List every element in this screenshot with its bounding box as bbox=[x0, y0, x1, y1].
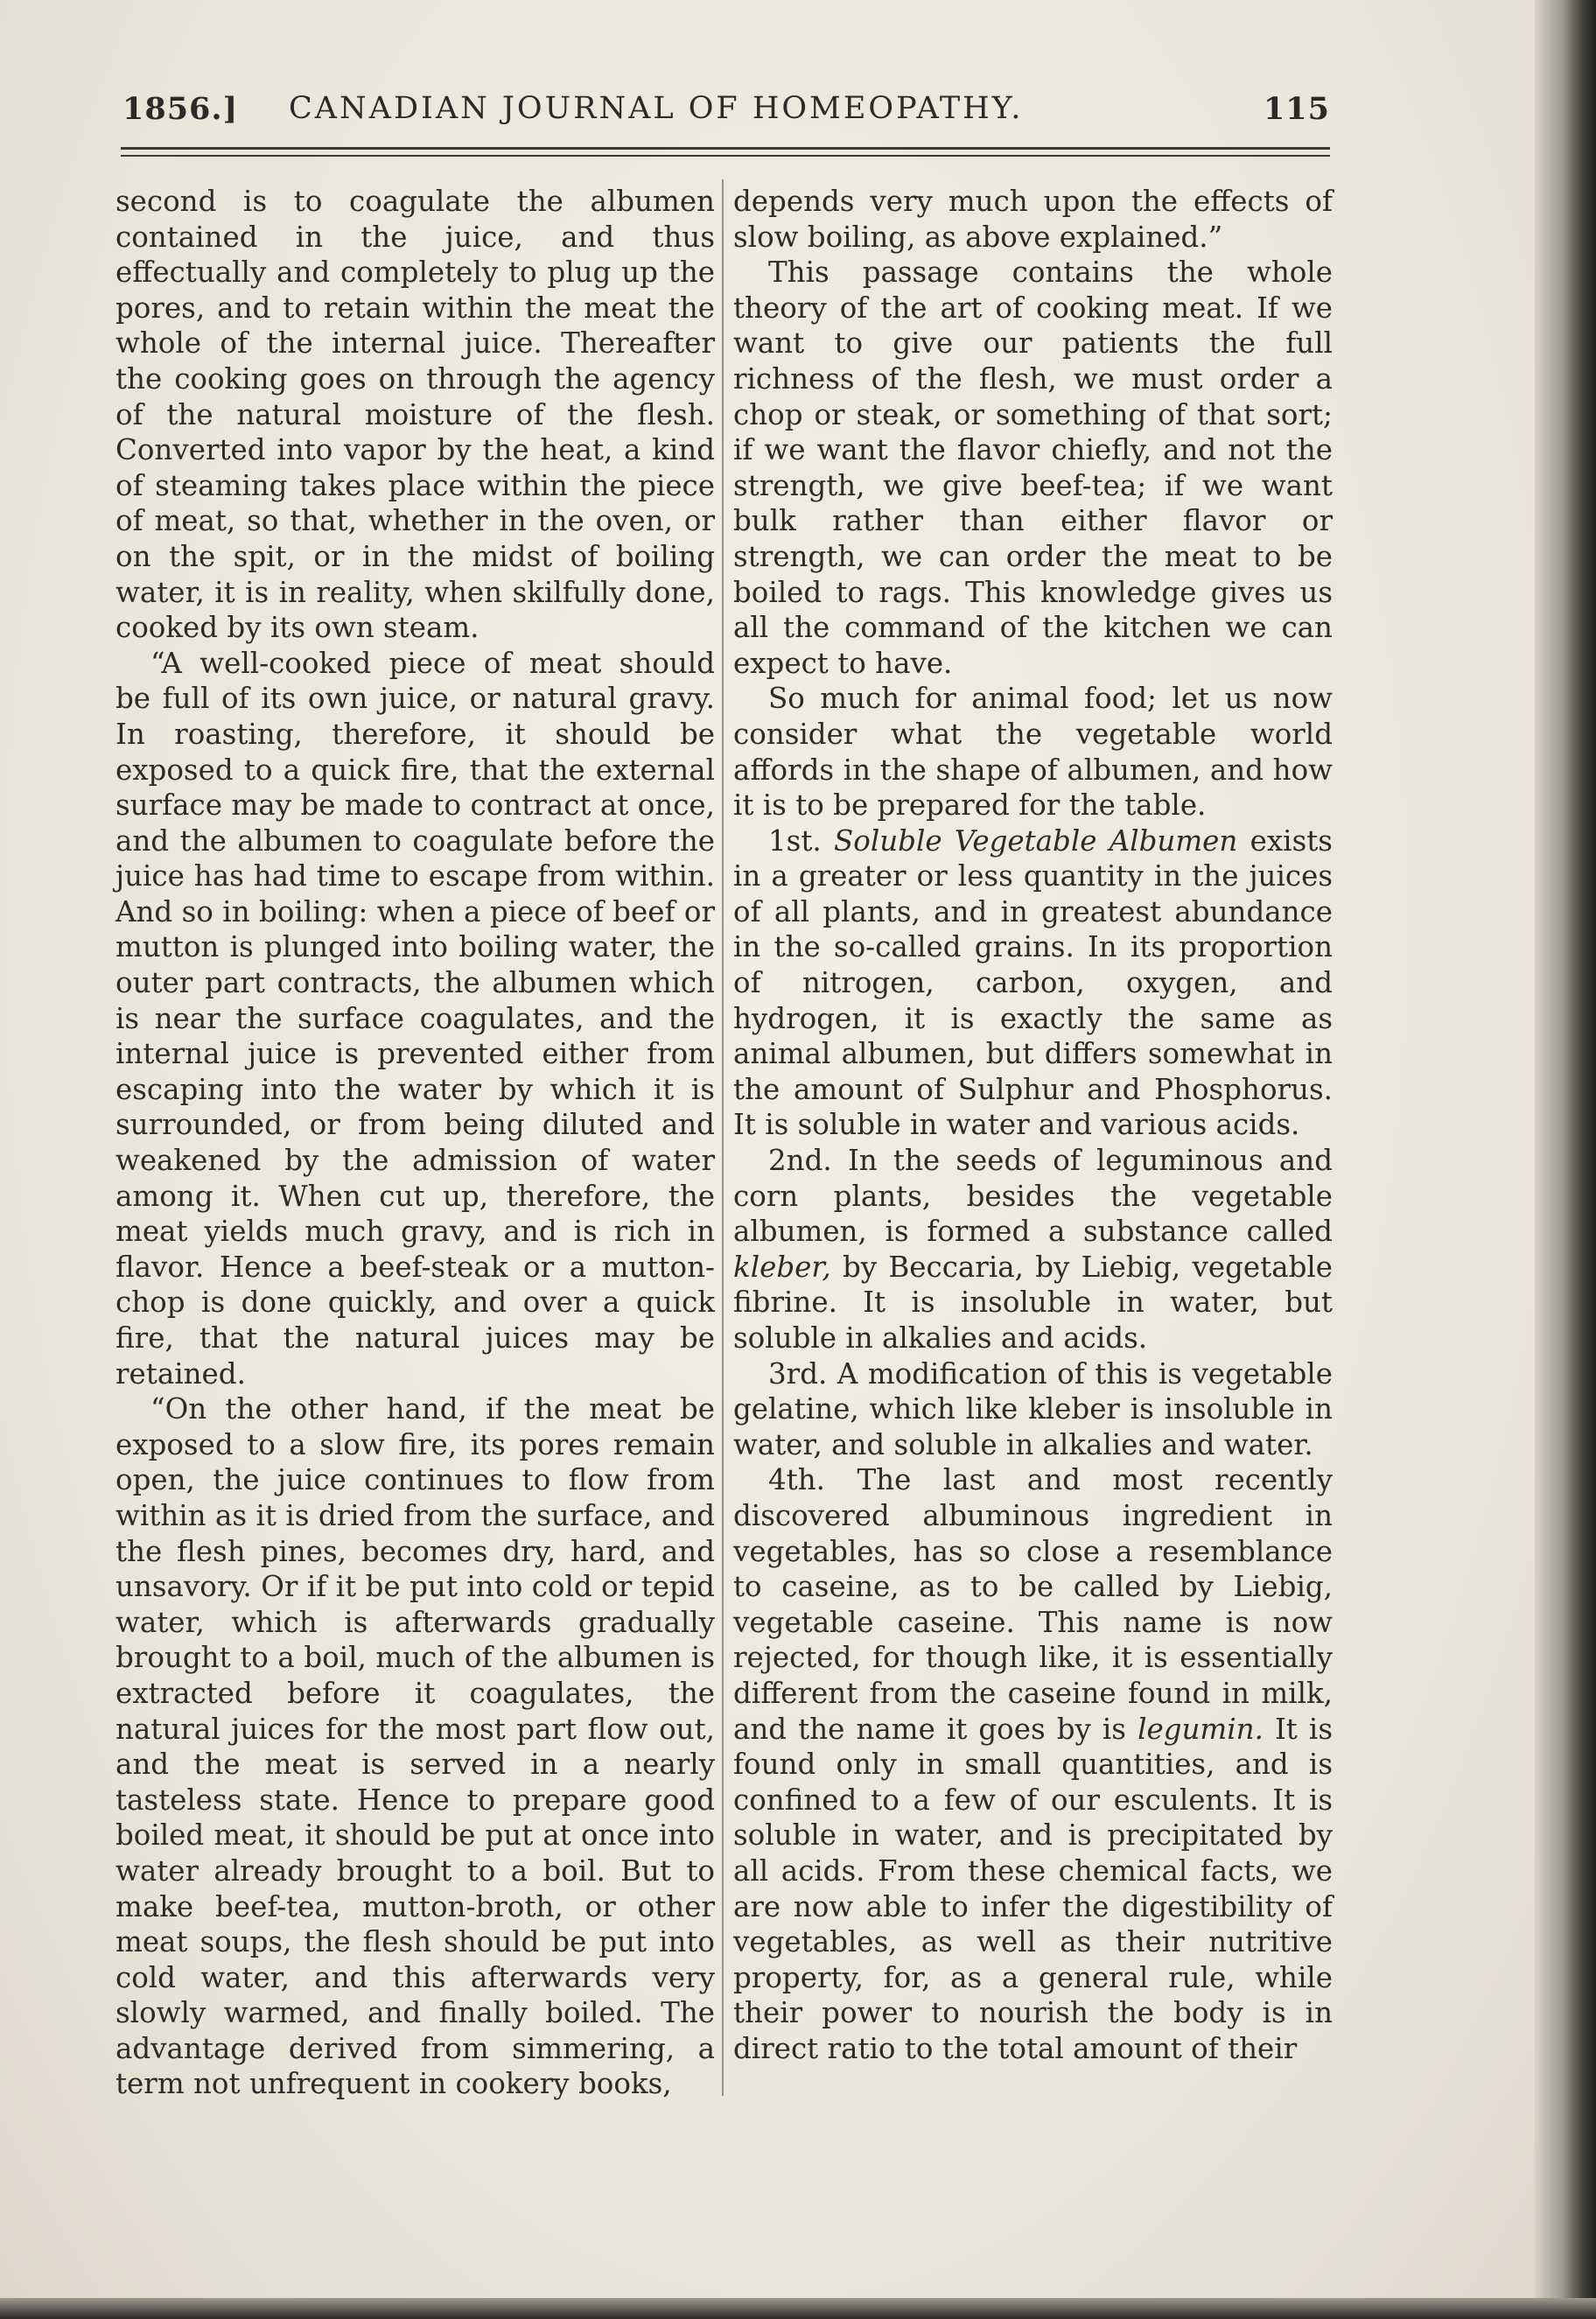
column-divider bbox=[722, 179, 724, 2096]
paragraph-text: 2nd. In the seeds of leguminous and corn plants, besides the vegetable albumen, is formed a substance called bbox=[733, 1144, 1333, 1249]
right-paragraph-7 bbox=[733, 1462, 1333, 2066]
paragraph-text: It is found only in small quantities, and is confined to a few of our esculents. It is soluble in water, and is precipitated by all acids. From these chemical facts, we are now able to infer the digestibility of vegetables, as well as their nutritive property, for, as a general rule, while their power to nourish the body is in direct ratio to the total amount of their bbox=[733, 1712, 1333, 2065]
right-paragraph-6: 3rd. A modification of this is vegetable gelatine, which like kleber is insoluble in water, and soluble in alkalies and water. bbox=[733, 1356, 1333, 1461]
journal-title: CANADIAN JOURNAL OF HOMEOPATHY. bbox=[289, 91, 1024, 126]
right-paragraph-1: depends very much upon the effects of slow boiling, as above explained.” bbox=[733, 185, 1333, 254]
left-paragraph-3: “On the other hand, if the meat be exposed to a slow fire, its pores remain open, the juice continues to flow from within as it is dried from the surface, and the flesh pines, becomes dry, hard, and unsavory. Or if it be put into cold or tepid water, which is afterwards gradually brought to a boil, much of the albumen is extracted before it coagulates, the natural juices for the most part flow out, and the meat is served in a nearly tasteless state. Hence to prepare good boiled meat, it should be put at once into water already brought to a boil. But to make beef-tea, mutton-broth, or other meat soups, the flesh should be put into cold water, and this afterwards very slowly warmed, and finally boiled. The advantage derived from simmering, a term not unfrequent in cookery books, bbox=[116, 1392, 715, 2101]
italic-term: kleber, bbox=[733, 1250, 831, 1284]
paragraph-text: by Beccaria, by Liebig, vegetable fibrine. It is insoluble in water, but soluble in alkalies and acids. bbox=[733, 1250, 1333, 1355]
right-paragraph-2: This passage contains the whole theory of the art of cooking meat. If we want to give our patients the full richness of the flesh, we must order a chop or steak, or something of that sort; if we want the flavor chiefly, and not the strength, we give beef-tea; if we want bulk rather than either flavor or strength, we can order the meat to be boiled to rags. This knowledge gives us all the command of the kitchen we can expect to have. bbox=[733, 256, 1333, 680]
page-number: 115 bbox=[1263, 91, 1330, 127]
left-paragraph-2: “A well-cooked piece of meat should be full of its own juice, or natural gravy. In roasting, therefore, it should be exposed to a quick fire, that the external surface may be made to contract at once, and the albumen to coagulate before the juice has had time to escape from within. And so in boiling: when a piece of beef or mutton is plunged into boiling water, the outer part contracts, the albumen which is near the surface coagulates, and the internal juice is prevented either from escaping into the water by which it is surrounded, or from being diluted and weakened by the admission of water among it. When cut up, therefore, the meat yields much gravy, and is rich in flavor. Hence a beef-steak or a mutton-chop is done quickly, and over a quick fire, that the natural juices may be retained. bbox=[116, 646, 715, 1391]
book-spine-shadow bbox=[1535, 0, 1596, 2319]
right-paragraph-3: So much for animal food; let us now consider what the vegetable world affords in the shape of albumen, and how it is to be prepared for the table. bbox=[733, 682, 1333, 823]
left-paragraph-1: second is to coagulate the albumen contained in the juice, and thus effectually and completely to plug up the pores, and to retain within the meat the whole of the internal juice. Thereafter the cooking goes on through the agency of the natural moisture of the flesh. Converted into vapor by the heat, a kind of steaming takes place within the piece of meat, so that, whether in the oven, or on the spit, or in the midst of boiling water, it is in reality, when skilfully done, cooked by its own steam. bbox=[116, 185, 715, 645]
running-header bbox=[122, 91, 1330, 135]
paragraph-text: exists in a greater or less quantity in the juices of all plants, and in greatest abundance in the so-called grains. In its proportion of nitrogen, carbon, oxygen, and hydrogen, it is exactly the same as animal albumen, but differs somewhat in the amount of Sulphur and Phosphorus. It is soluble in water and various acids. bbox=[733, 823, 1333, 1142]
header-year: 1856.] bbox=[122, 91, 239, 127]
page-bottom-edge bbox=[0, 2298, 1596, 2319]
right-paragraph-5 bbox=[733, 1143, 1333, 1356]
italic-term: legumin. bbox=[1138, 1712, 1264, 1746]
paragraph-text: 4th. The last and most recently discovered albuminous ingredient in vegetables, has so close a resemblance to caseine, as to be called by Liebig, vegetable caseine. This name is now rejected, for though like, it is essentially different from the caseine found in milk, and the name it goes by is bbox=[733, 1463, 1333, 1746]
right-paragraph-4 bbox=[733, 823, 1333, 1143]
left-column bbox=[116, 184, 715, 2102]
header-rule-top bbox=[121, 147, 1330, 150]
header-rule-bottom bbox=[121, 155, 1330, 157]
right-column bbox=[733, 184, 1333, 2066]
paragraph-number: 1st. bbox=[768, 823, 822, 858]
italic-term: Soluble Vegetable Albumen bbox=[834, 823, 1238, 858]
